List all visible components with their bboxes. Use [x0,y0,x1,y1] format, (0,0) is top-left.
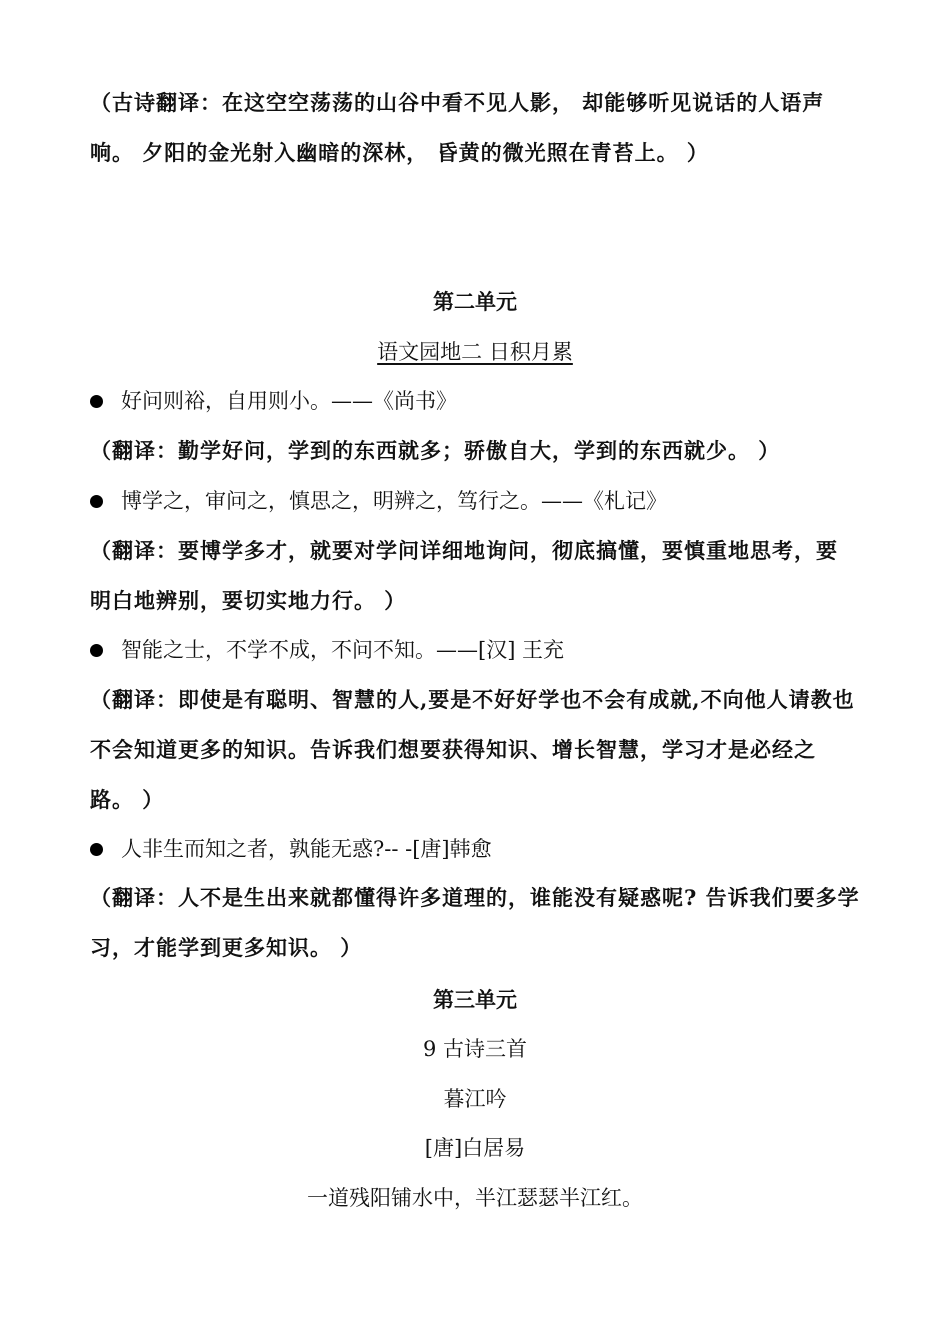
quote-text: 博学之，审问之，慎思之，明辨之，笃行之。——《札记》 [121,489,667,513]
translation-line: 习，才能学到更多知识。 ） [90,935,363,960]
top-translation-line-2: 响。 夕阳的金光射入幽暗的深林， 昏黄的微光照在青苔上。 ） [90,140,709,165]
bullet-icon [90,843,103,856]
translation-line: （翻译：要博学多才，就要对学问详细地询问，彻底搞懂，要慎重地思考，要 [90,538,838,563]
translation-line: （翻译：即使是有聪明、智慧的人,要是不好好学也不会有成就,不向他人请教也 [90,687,855,712]
quote-text: 人非生而知之者，孰能无惑?-- -[唐]韩愈 [121,837,492,861]
unit2-subtitle: 语文园地二 日积月累 [377,340,573,364]
translation-line: （翻译：勤学好问，学到的东西就多；骄傲自大，学到的东西就少。 ） [90,438,781,463]
top-translation-line-1: （古诗翻译：在这空空荡荡的山谷中看不见人影， 却能够听见说话的人语声 [90,90,825,115]
quote-item [90,386,870,416]
quote-translation [90,526,865,626]
translation-line: 路。 ） [90,787,165,812]
unit2-title: 第二单元 [433,289,517,314]
quote-translation [90,873,865,973]
translation-line: 明白地辨别，要切实地力行。 ） [90,588,407,613]
quote-item [90,486,870,516]
quote-text: 智能之士，不学不成，不问不知。——[汉] 王充 [121,638,565,662]
poem-line: 一道残阳铺水中，半江瑟瑟半江红。 [307,1186,643,1210]
quote-text: 好问则裕，自用则小。——《尚书》 [121,389,457,413]
bullet-icon [90,644,103,657]
unit3-title: 第三单元 [433,987,517,1012]
quote-translation [90,426,865,476]
poem-author: [唐]白居易 [424,1136,526,1160]
bullet-icon [90,495,103,508]
lesson-title: 9 古诗三首 [422,1037,528,1061]
top-translation [90,78,865,178]
quote-item [90,834,870,864]
bullet-icon [90,395,103,408]
quote-item [90,635,870,665]
translation-line: （翻译：人不是生出来就都懂得许多道理的，谁能没有疑惑呢? 告诉我们要多学 [90,885,860,910]
translation-line: 不会知道更多的知识。告诉我们想要获得知识、增长智慧，学习才是必经之 [90,737,816,762]
quote-translation [90,675,865,825]
poem-title: 暮江吟 [443,1087,507,1111]
